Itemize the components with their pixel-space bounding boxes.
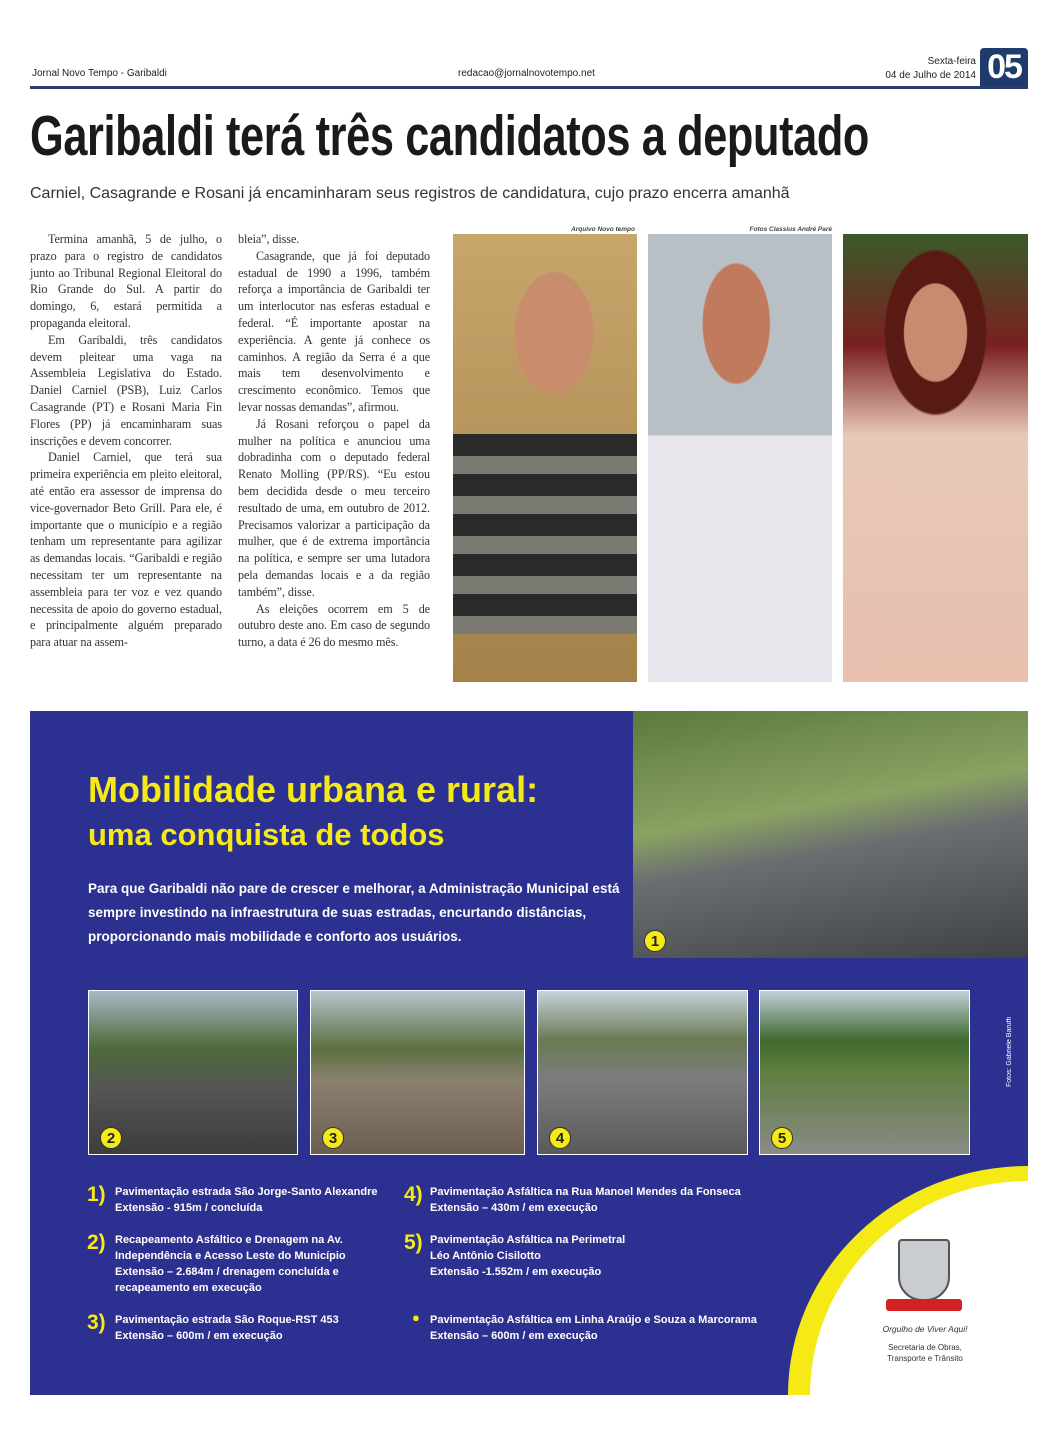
item-number: 4) — [404, 1183, 423, 1206]
item-number: 5) — [404, 1231, 423, 1254]
road-photo-1 — [633, 711, 1028, 958]
item-number: 2) — [87, 1231, 106, 1254]
project-item: Pavimentação estrada São Roque-RST 453 Extensão – 600m / em execução — [115, 1314, 339, 1342]
photo-luiz-casagrande — [648, 234, 832, 682]
photo-credit: Fotos: Gabriele Baruffi — [1006, 1017, 1013, 1087]
project-item: Pavimentação Asfáltica na Perimetral Léo Antônio Cisilotto Extensão -1.552m / em execução — [430, 1234, 626, 1278]
project-item: Pavimentação Asfáltica em Linha Araújo e Souza a Marcorama Extensão – 600m / em execução — [430, 1314, 757, 1342]
ad-body: Para que Garibaldi não pare de crescer e melhorar, a Administração Municipal está sempre investindo na infraestrutura de suas estradas, encurtando distâncias, proporcionando mais mobilidade e conforto aos usuários. — [88, 881, 620, 944]
paragraph: Termina amanhã, 5 de julho, o prazo para o registro de candidatos junto ao Tribunal Regional Eleitoral do Rio Grande do Sul. A partir do domingo, 6, estará permitida a propaganda eleitoral. — [30, 232, 222, 330]
photo-credit: Fotos Classius André Paré — [749, 226, 832, 233]
project-item: Recapeamento Asfáltico e Drenagem na Av. Independência e Acesso Leste do Município Extensão – 2.684m / drenagem concluída e recapeamento em execução — [115, 1234, 346, 1294]
page-number: 05 — [980, 48, 1028, 86]
project-item: Pavimentação Asfáltica na Rua Manoel Mendes da Fonseca Extensão – 430m / em execução — [430, 1186, 741, 1214]
paragraph: Em Garibaldi, três candidatos devem pleitear uma vaga na Assembleia Legislativa do Estado. Daniel Carniel (PSB), Luiz Carlos Casagrande (PT) e Rosani Maria Fin Flores (PP) já encaminharam suas inscrições e devem concorrer. — [30, 332, 222, 448]
department-name: Secretaria de Obras, Transporte e Trânsito — [887, 1343, 963, 1363]
photo-number: 2 — [100, 1127, 122, 1149]
paper-name: Jornal Novo Tempo - Garibaldi — [32, 68, 167, 79]
project-item: Pavimentação estrada São Jorge-Santo Alexandre Extensão - 915m / concluída — [115, 1186, 378, 1214]
slogan: Orgulho de Viver Aqui! — [882, 1324, 968, 1334]
subheadline: Carniel, Casagrande e Rosani já encaminharam seus registros de candidatura, cujo prazo encerra amanhã — [30, 185, 790, 202]
paragraph: bleia”, disse. — [238, 232, 300, 246]
advertisement — [30, 711, 1028, 1395]
article-column-1 — [30, 231, 222, 651]
municipal-crest-icon — [898, 1239, 950, 1301]
headline: Garibaldi terá três candidatos a deputado — [30, 104, 870, 168]
photo-rosani-flores — [843, 234, 1028, 682]
date: 04 de Julho de 2014 — [885, 70, 976, 81]
paragraph: Casagrande, que já foi deputado estadual de 1990 a 1996, também reforça a importância de Garibaldi ter um interlocutor nas esferas estadual e federal. “É importante apostar na experiência. A gente já conhece os caminhos. A região da Serra é a que mais tem desenvolvimento e crescimento econômico. Temos que levar nossas demandas”, afirmou. — [238, 248, 430, 414]
photo-number: 1 — [644, 930, 666, 952]
weekday: Sexta-feira — [927, 56, 976, 67]
photo-daniel-carniel — [453, 234, 637, 682]
email: redacao@jornalnovotempo.net — [458, 68, 595, 79]
photo-number: 3 — [322, 1127, 344, 1149]
paragraph: Já Rosani reforçou o papel da mulher na política e anunciou uma dobradinha com o deputado federal Renato Molling (PP/RS). “Eu estou bem decidida desde o meu terceiro resultado de uma, em outubro de 2012. Precisamos valorizar a participação da mulher, que é de extrema importância na política, e sempre ser uma lutadora pela demandas locais e a da região também”, disse. — [238, 416, 430, 599]
item-number: 3) — [87, 1311, 106, 1334]
road-photo-3 — [310, 990, 525, 1155]
ad-subtitle: uma conquista de todos — [88, 817, 445, 852]
paragraph: Daniel Carniel, que terá sua primeira experiência em pleito eleitoral, até então era assessor de imprensa do vice-governador Beto Grill. Para ele, é importante que o município e a região tenham um representante para agilizar as demandas locais. “Garibaldi e região necessitam ter um representante na assembleia para ter voz e vez quando necessita de apoio do governo estadual, e principalmente alguém preparado para atuar na assem- — [30, 450, 222, 650]
item-number: 1) — [87, 1183, 106, 1206]
photo-number: 4 — [549, 1127, 571, 1149]
photo-number: 5 — [771, 1127, 793, 1149]
header-rule — [30, 86, 1028, 89]
crest-banner — [886, 1299, 962, 1311]
photo-credit: Arquivo Novo tempo — [571, 226, 635, 233]
bullet-icon: ● — [412, 1310, 420, 1325]
ad-title: Mobilidade urbana e rural: — [88, 769, 539, 810]
paragraph: As eleições ocorrem em 5 de outubro deste ano. Em caso de segundo turno, a data é 26 do mesmo mês. — [238, 601, 430, 650]
article-column-2 — [238, 231, 430, 651]
